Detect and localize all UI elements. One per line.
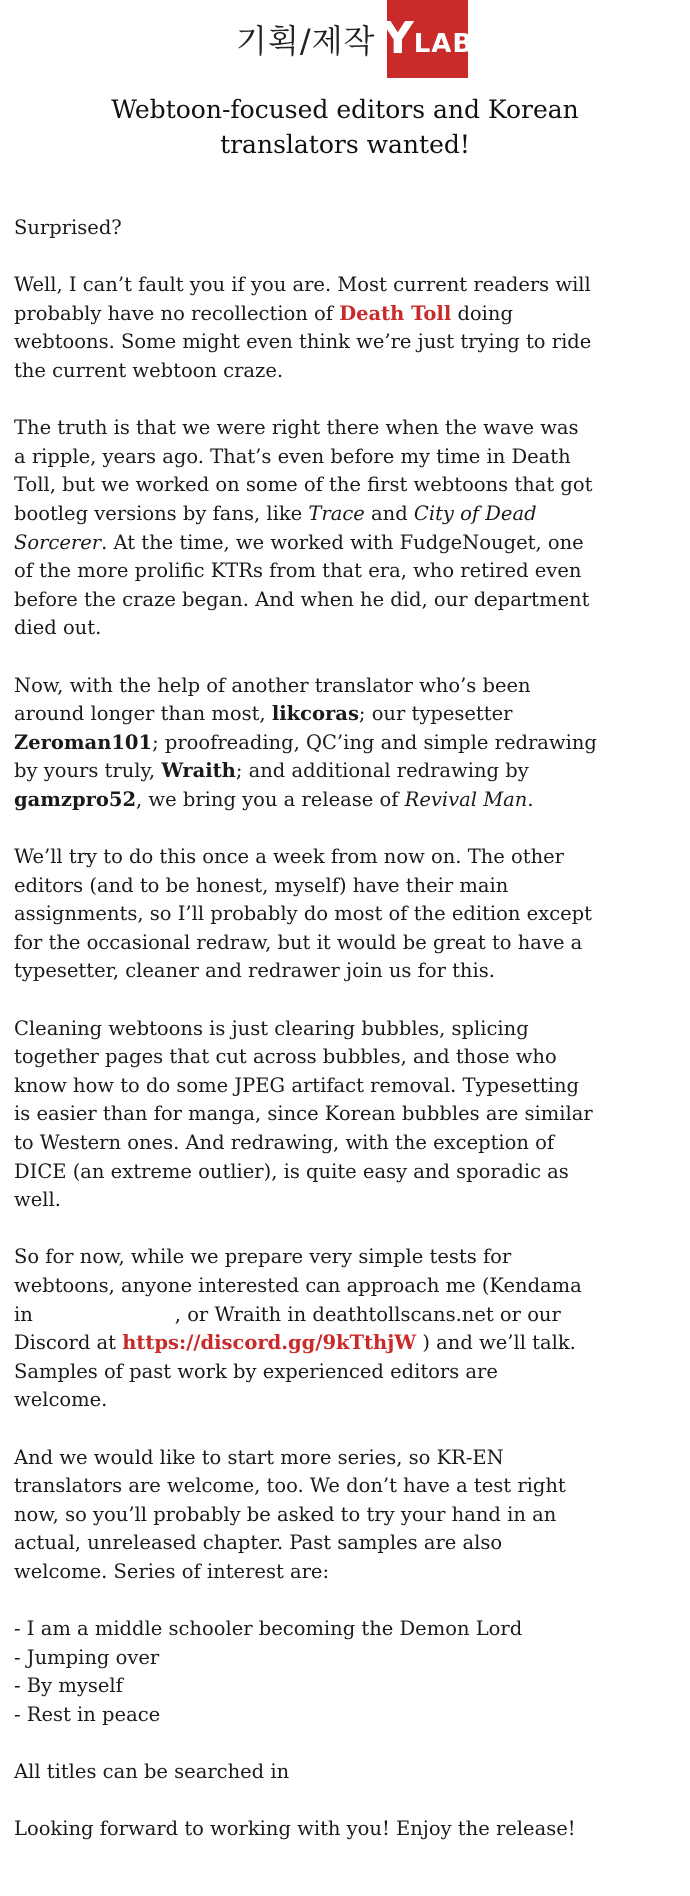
logo-lab: LAB: [413, 29, 474, 59]
paragraph-9: All titles can be searched in: [14, 1760, 290, 1784]
title-revival-man: Revival Man: [404, 787, 528, 811]
series-list: [14, 1615, 678, 1729]
credit-likcoras: likcoras: [271, 702, 359, 726]
paragraph-5: We’ll try to do this once a week from now on. The other editors (and to be honest, myself) have their main assignments, so I’ll probably do most of the edition except for the occasional redraw, but it would be great to have a typesetter, cleaner and redrawer join us for this.: [14, 845, 592, 983]
title-line-1: Webtoon-focused editors and Korean: [111, 95, 579, 124]
logo-y: Y: [381, 13, 414, 64]
paragraph-3: The truth is that we were right there when the wave was a ripple, years ago. That’s even before my time in Death Toll, but we worked on some of the first webtoons that got bootleg versions by fans, like Trace and City of Dead Sorcerer. At the time, we worked with FudgeNouget, one of the more prolific KTRs from that era, who retired even before the craze began. And when he did, our department died out.: [14, 416, 593, 640]
ylab-logo: [381, 0, 474, 78]
credit-zeroman101: Zeroman101: [14, 730, 153, 754]
paragraph-10: Looking forward to working with you! Enjoy the release!: [14, 1817, 576, 1841]
credit-wraith: Wraith: [161, 759, 236, 783]
paragraph-2: Well, I can’t fault you if you are. Most current readers will probably have no recollection of Death Toll doing webtoons. Some might even think we’re just trying to ride the current webtoon craze.: [14, 273, 592, 382]
list-item: - Jumping over: [14, 1645, 160, 1669]
title-trace: Trace: [308, 501, 365, 525]
list-item: - Rest in peace: [14, 1702, 161, 1726]
list-item: - I am a middle schooler becoming the Demon Lord: [14, 1617, 523, 1641]
credit-gamzpro52: gamzpro52: [14, 787, 137, 811]
paragraph-4: Now, with the help of another translator who’s been around longer than most, likcoras; our typesetter Zeroman101; proofreading, QC’ing and simple redrawing by yours truly, Wraith; and additional redrawing by gamzpro52, we bring you a release of Revival Man.: [14, 673, 597, 811]
paragraph-8: And we would like to start more series, so KR-EN translators are welcome, too. We don’t have a test right now, so you’ll probably be asked to try your hand in an actual, unreleased chapter. Past samples are also welcome. Series of interest are:: [14, 1445, 566, 1583]
title-line-2: translators wanted!: [220, 130, 470, 159]
paragraph-1: Surprised?: [14, 216, 122, 239]
title-city-of-dead: City of Dead: [413, 501, 537, 525]
list-item: - By myself: [14, 1674, 123, 1698]
title-sorcerer: Sorcerer: [14, 530, 102, 554]
discord-link[interactable]: https://discord.gg/9kTthjW: [122, 1331, 417, 1355]
production-credit: 기획/제작: [236, 22, 376, 60]
page-title: [0, 92, 690, 162]
paragraph-6: Cleaning webtoons is just clearing bubbles, splicing together pages that cut across bubbles, and those who know how to do some JPEG artifact removal. Typesetting is easier than for manga, since Korean bubbles are similar to Western ones. And redrawing, with the exception of DICE (an extreme outlier), is quite easy and sporadic as well.: [14, 1016, 593, 1212]
article-body: [14, 214, 678, 1872]
page-header: [0, 0, 690, 84]
paragraph-7: So for now, while we prepare very simple tests for webtoons, anyone interested can approach me (Kendama in , or Wraith in deathtollscans.net or our Discord at https://discord.gg/9kTthjW ) and we’ll talk. Samples of past work by experienced editors are welcome.: [14, 1245, 582, 1412]
death-toll-link[interactable]: Death Toll: [339, 301, 452, 325]
